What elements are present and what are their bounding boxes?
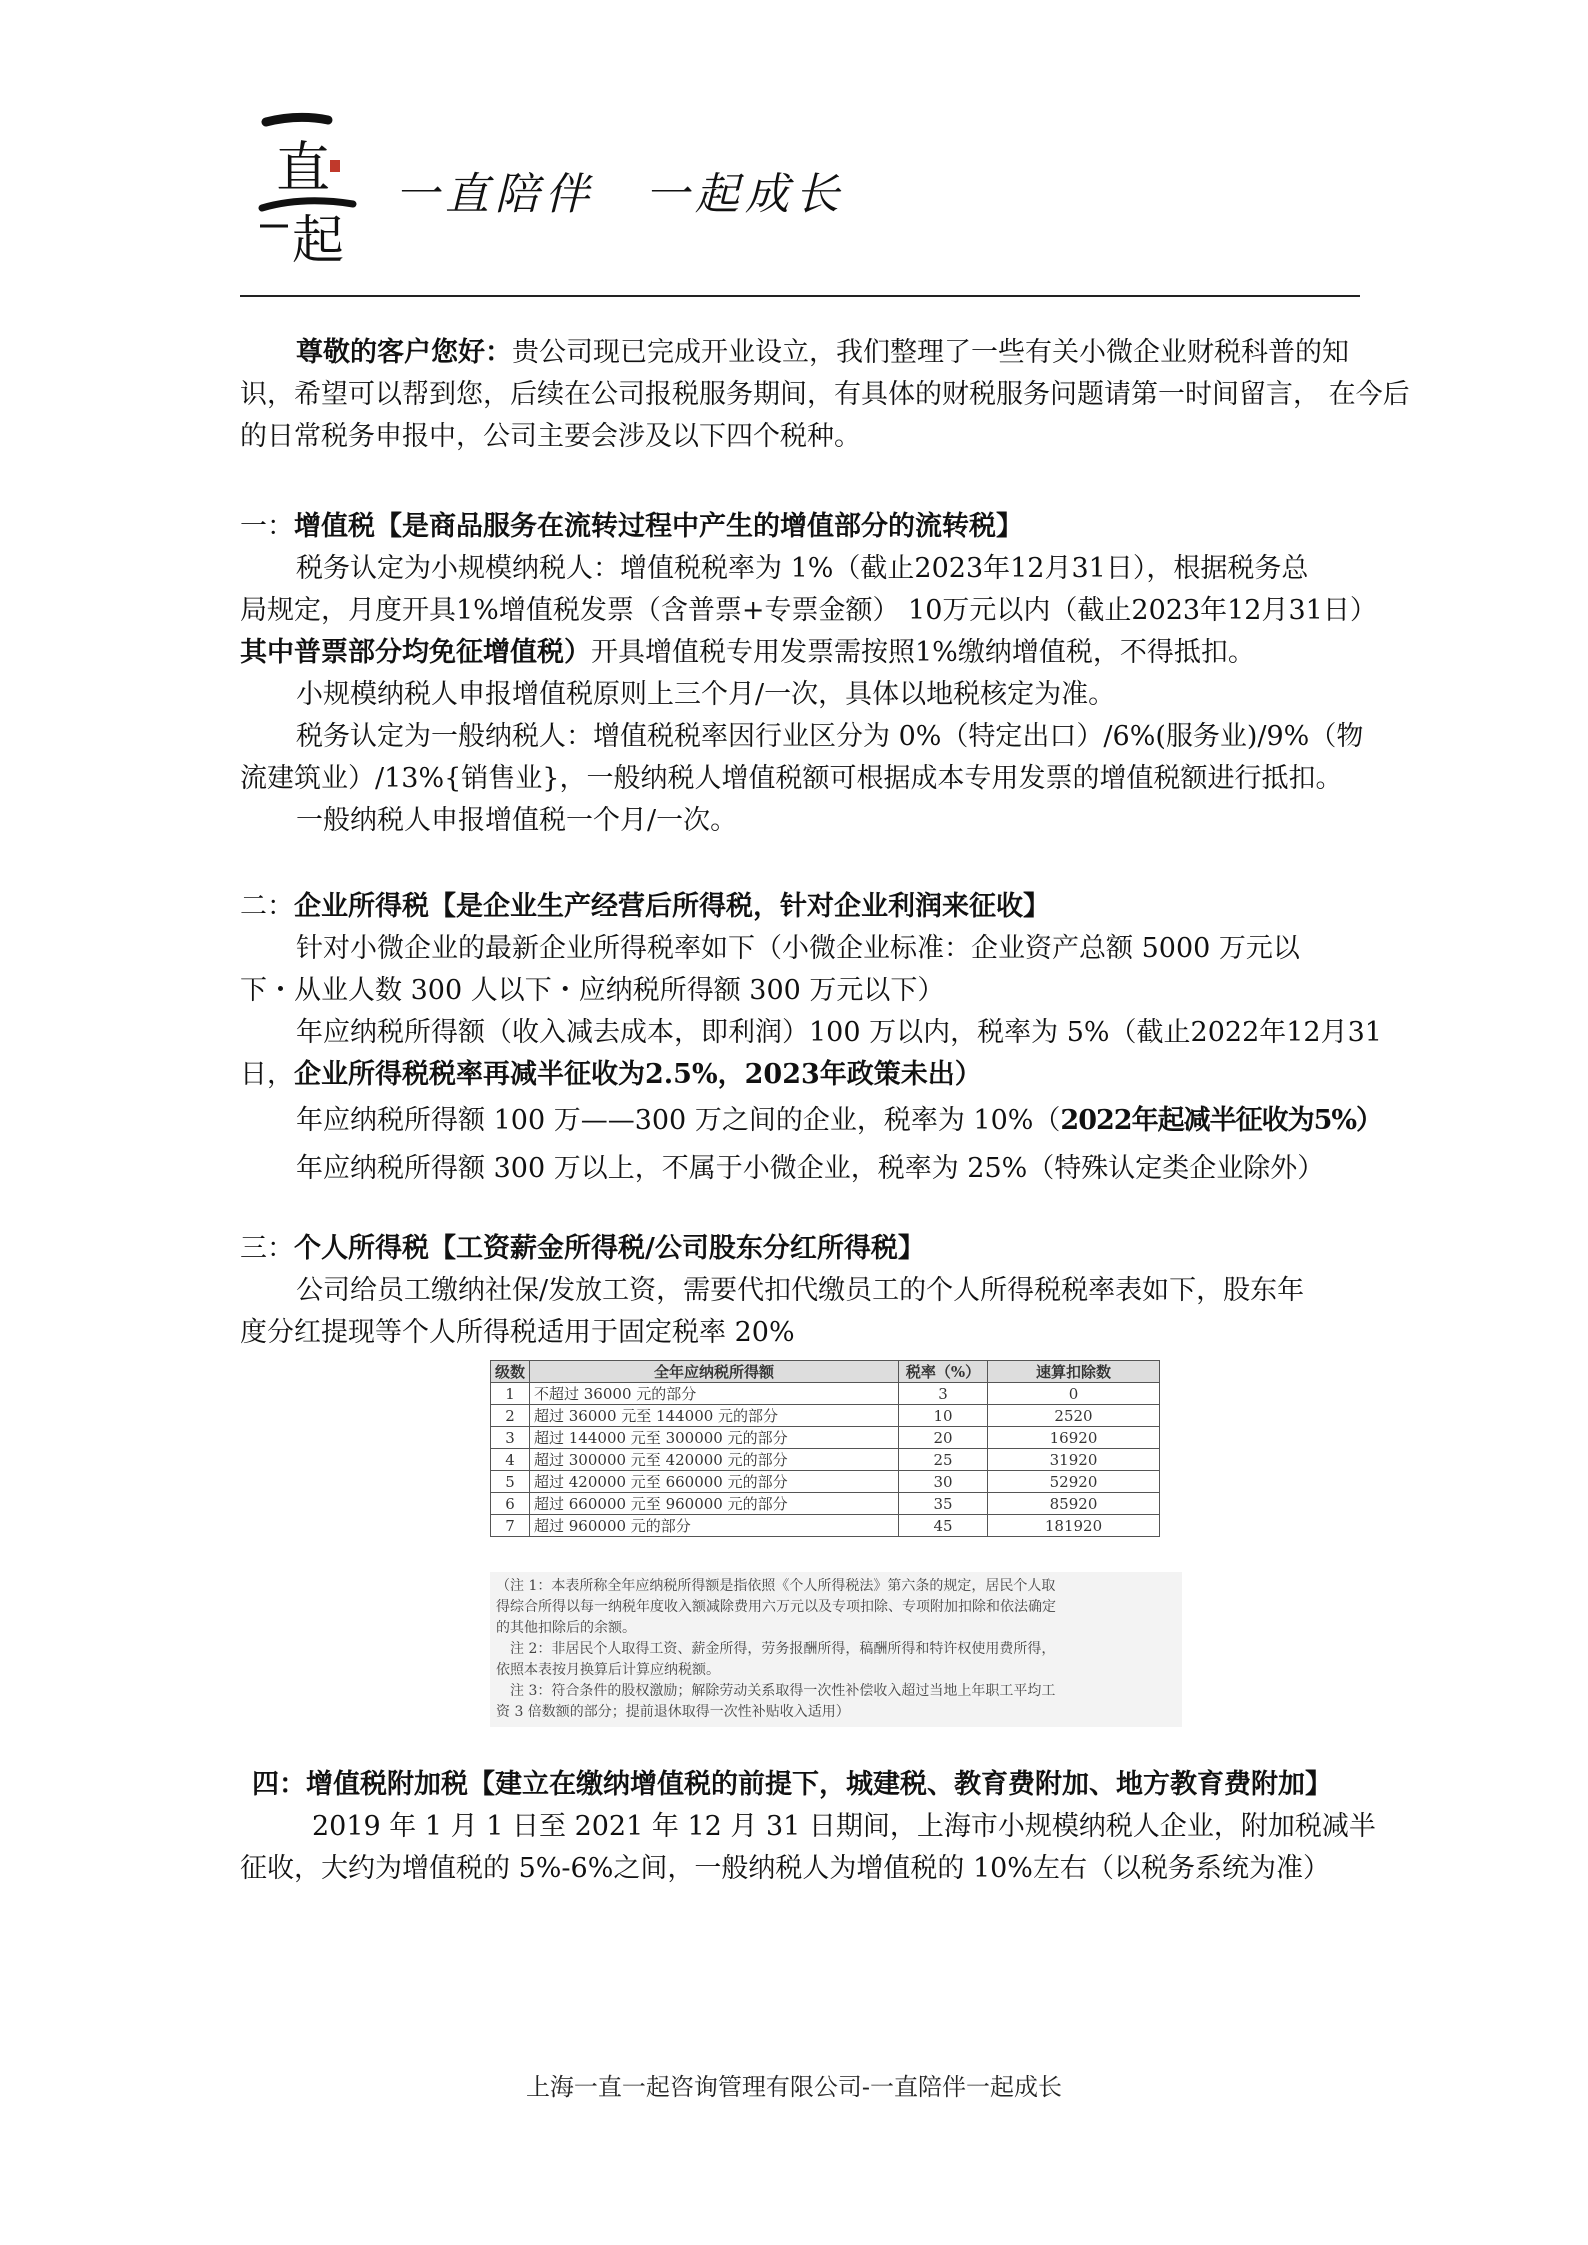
slogan: 一直陪伴 一起成长 <box>395 169 845 220</box>
greeting: 尊敬的客户您好： <box>296 337 512 368</box>
note-line: 的其他扣除后的余额。 <box>496 1620 636 1636</box>
cell: 1 <box>491 1383 530 1405</box>
paragraph-line: 针对小微企业的最新企业所得税率如下（小微企业标准：企业资产总额 5000 万元以 <box>296 933 1300 964</box>
section-iit <box>240 1228 1380 1354</box>
paragraph-line: 税务认定为一般纳税人：增值税税率因行业区分为 0%（特定出口）/6%(服务业)/9%（物 <box>296 721 1364 752</box>
cell: 4 <box>491 1449 530 1471</box>
paragraph-line: 局规定，月度开具1%增值税发票（含普票+专票金额） 10万元以内（截止2023年12月31日） <box>240 595 1377 626</box>
table-header-row <box>491 1361 1160 1383</box>
paragraph-line: 年应纳税所得额（收入减去成本，即利润）100 万以内，税率为 5%（截止2022年12月31 <box>296 1017 1382 1048</box>
note-line: 注 3：符合条件的股权激励；解除劳动关系取得一次性补偿收入超过当地上年职工平均工 <box>496 1683 1056 1699</box>
bold-note: 其中普票部分均免征增值税） <box>240 637 591 668</box>
cell: 16920 <box>988 1427 1160 1449</box>
intro-paragraph <box>240 332 1410 458</box>
cell: 181920 <box>988 1515 1160 1537</box>
bold-note: 2022年起减半征收为5%） <box>1060 1105 1383 1136</box>
cell: 30 <box>899 1471 988 1493</box>
paragraph-line: 开具增值税专用发票需按照1%缴纳增值税，不得抵扣。 <box>591 637 1255 668</box>
note-line: 资 3 倍数额的部分；提前退休取得一次性补贴收入适用） <box>496 1704 850 1720</box>
note-line: （注 1：本表所称全年应纳税所得额是指依照《个人所得税法》第六条的规定，居民个人取 <box>496 1578 1056 1594</box>
intro-line: 贵公司现已完成开业设立，我们整理了一些有关小微企业财税科普的知 <box>512 337 1349 368</box>
cell: 0 <box>988 1383 1160 1405</box>
section-title: 增值税【是商品服务在流转过程中产生的增值部分的流转税】 <box>294 511 1023 542</box>
cell: 超过 660000 元至 960000 元的部分 <box>530 1493 899 1515</box>
table-row <box>491 1383 1160 1405</box>
section-number: 三： <box>240 1233 294 1264</box>
tax-rate-table-image <box>490 1360 1160 1537</box>
paragraph-line: 度分红提现等个人所得税适用于固定税率 20% <box>240 1317 795 1348</box>
table-notes <box>490 1572 1182 1727</box>
cell: 10 <box>899 1405 988 1427</box>
cell: 35 <box>899 1493 988 1515</box>
paragraph-line: 一般纳税人申报增值税一个月/一次。 <box>296 805 738 836</box>
cell: 6 <box>491 1493 530 1515</box>
tax-rate-table <box>490 1360 1160 1537</box>
svg-text:直: 直 <box>276 136 330 199</box>
cell: 超过 36000 元至 144000 元的部分 <box>530 1405 899 1427</box>
cell: 25 <box>899 1449 988 1471</box>
cell: 31920 <box>988 1449 1160 1471</box>
paragraph-line: 流建筑业）/13%{销售业}，一般纳税人增值税额可根据成本专用发票的增值税额进行抵扣。 <box>240 763 1343 794</box>
table-row <box>491 1405 1160 1427</box>
paragraph-line: 日， <box>240 1059 294 1090</box>
paragraph-line: 税务认定为小规模纳税人：增值税税率为 1%（截止2023年12月31日），根据税务总 <box>296 553 1309 584</box>
cell: 3 <box>899 1383 988 1405</box>
table-row <box>491 1515 1160 1537</box>
company-logo <box>258 108 378 268</box>
paragraph-line: 征收，大约为增值税的 5%-6%之间，一般纳税人为增值税的 10%左右（以税务系统为准） <box>240 1853 1330 1884</box>
section-cit <box>240 886 1383 1190</box>
section-title: 企业所得税【是企业生产经营后所得税，针对企业利润来征收】 <box>294 891 1050 922</box>
section-number: 二： <box>240 891 294 922</box>
note-line: 注 2：非居民个人取得工资、薪金所得，劳务报酬所得，稿酬所得和特许权使用费所得， <box>496 1641 1056 1657</box>
cell: 不超过 36000 元的部分 <box>530 1383 899 1405</box>
svg-text:起: 起 <box>292 211 345 268</box>
section-vat <box>240 506 1380 842</box>
table-row <box>491 1471 1160 1493</box>
cell: 7 <box>491 1515 530 1537</box>
paragraph-line: 年应纳税所得额 300 万以上，不属于小微企业，税率为 25%（特殊认定类企业除外） <box>296 1153 1325 1184</box>
note-line: 得综合所得以每一纳税年度收入额减除费用六万元以及专项扣除、专项附加扣除和依法确定 <box>496 1599 1056 1615</box>
cell: 超过 144000 元至 300000 元的部分 <box>530 1427 899 1449</box>
cell: 5 <box>491 1471 530 1493</box>
cell: 2520 <box>988 1405 1160 1427</box>
column-header: 级数 <box>491 1361 530 1383</box>
column-header: 税率（%） <box>899 1361 988 1383</box>
intro-line: 的日常税务申报中，公司主要会涉及以下四个税种。 <box>240 421 861 452</box>
header-divider <box>240 295 1360 297</box>
paragraph-line: 年应纳税所得额 100 万——300 万之间的企业，税率为 10%（ <box>296 1105 1061 1136</box>
column-header: 全年应纳税所得额 <box>530 1361 899 1383</box>
cell: 超过 420000 元至 660000 元的部分 <box>530 1471 899 1493</box>
paragraph-line: 公司给员工缴纳社保/发放工资，需要代扣代缴员工的个人所得税税率表如下，股东年 <box>296 1275 1305 1306</box>
section-title: 四：增值税附加税【建立在缴纳增值税的前提下，城建税、教育费附加、地方教育费附加】 <box>252 1769 1332 1800</box>
bold-note: 企业所得税税率再减半征收为2.5%，2023年政策未出） <box>294 1059 982 1090</box>
intro-line: 识，希望可以帮到您，后续在公司报税服务期间，有具体的财税服务问题请第一时间留言， 在今后 <box>240 379 1410 410</box>
page-footer: 上海一直一起咨询管理有限公司-一直陪伴一起成长 <box>525 2073 1063 2101</box>
cell: 45 <box>899 1515 988 1537</box>
cell: 85920 <box>988 1493 1160 1515</box>
table-row <box>491 1493 1160 1515</box>
paragraph-line: 小规模纳税人申报增值税原则上三个月/一次，具体以地税核定为准。 <box>296 679 1116 710</box>
cell: 20 <box>899 1427 988 1449</box>
cell: 超过 960000 元的部分 <box>530 1515 899 1537</box>
section-number: 一： <box>240 511 294 542</box>
cell: 3 <box>491 1427 530 1449</box>
column-header: 速算扣除数 <box>988 1361 1160 1383</box>
paragraph-line: 2019 年 1 月 1 日至 2021 年 12 月 31 日期间，上海市小规模纳税人企业，附加税减半 <box>312 1811 1376 1842</box>
cell: 2 <box>491 1405 530 1427</box>
table-row <box>491 1427 1160 1449</box>
paragraph-line: 下・从业人数 300 人以下・应纳税所得额 300 万元以下） <box>240 975 945 1006</box>
table-row <box>491 1449 1160 1471</box>
section-surcharge <box>240 1764 1392 1890</box>
cell: 超过 300000 元至 420000 元的部分 <box>530 1449 899 1471</box>
section-title: 个人所得税【工资薪金所得税/公司股东分红所得税】 <box>294 1233 925 1264</box>
cell: 52920 <box>988 1471 1160 1493</box>
note-line: 依照本表按月换算后计算应纳税额。 <box>496 1662 720 1678</box>
